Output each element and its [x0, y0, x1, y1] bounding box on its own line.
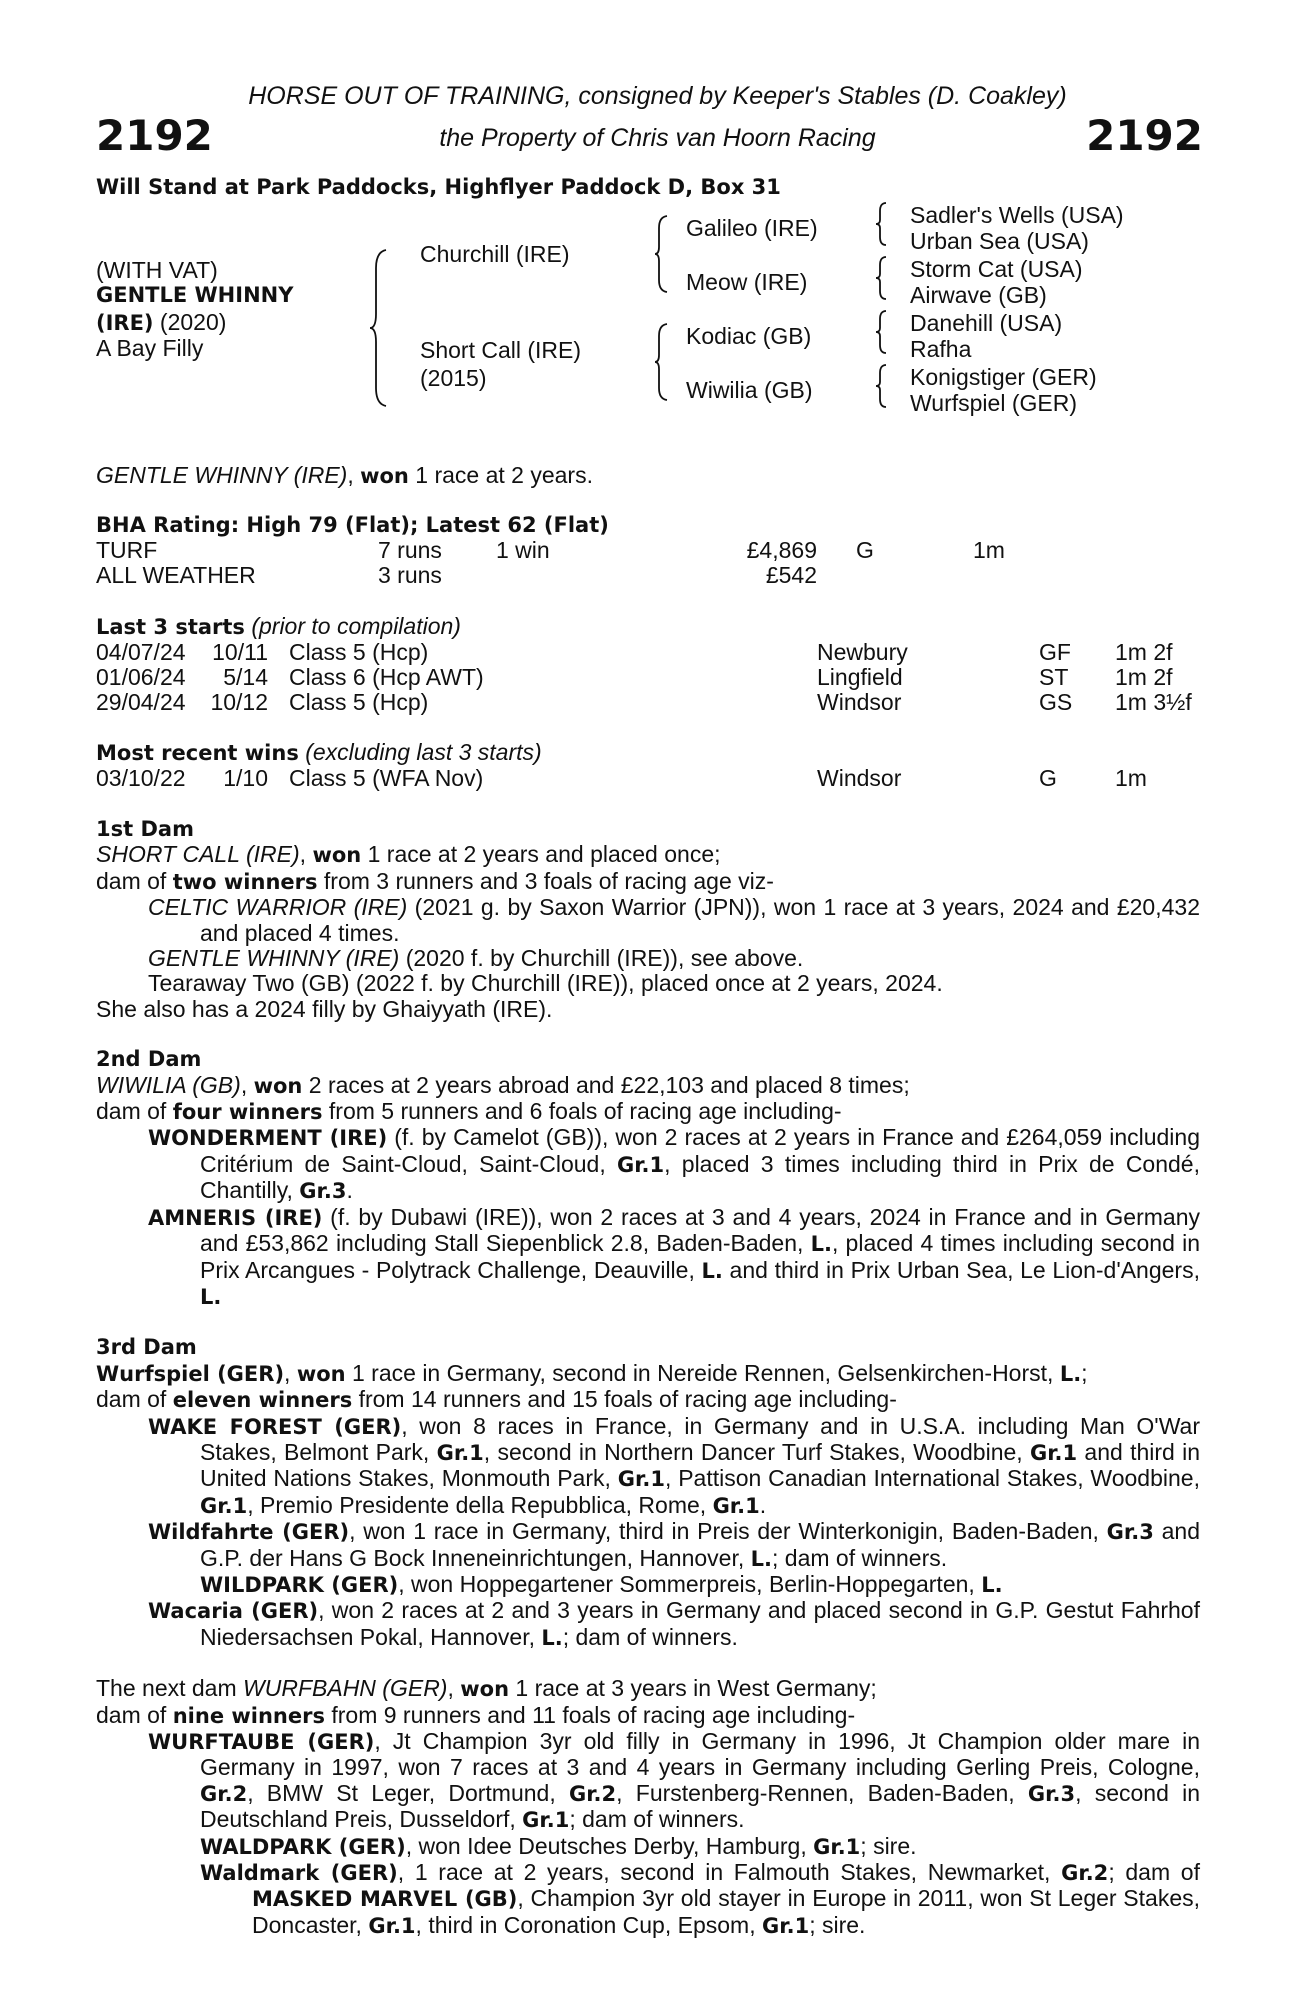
first-dam-title: 1st Dam	[96, 817, 194, 841]
first-dam-note: She also has a 2024 filly by Ghaiyyath (IRE).	[96, 995, 553, 1022]
first-dam-produce-summary: dam of two winners from 3 runners and 3 foals of racing age viz-	[96, 867, 774, 894]
start-going: GS	[1039, 689, 1073, 715]
brace-dam	[655, 322, 671, 402]
ancestor-g3-8: Wurfspiel (GER)	[910, 390, 1077, 416]
third-dam-foal: Wacaria (GER), won 2 races at 2 and 3 years in Germany and placed second in G.P. Gestut Fahrhof Niedersachsen Pokal, Hannover, L.; dam of winners.	[148, 1597, 1200, 1650]
fourth-dam-grandfoal: Waldmark (GER), 1 race at 2 years, second in Falmouth Stakes, Newmarket, Gr.2; dam of MASKED MARVEL (GB), Champion 3yr old stayer in Europe in 2011, won St Leger Stakes, Doncaster, Gr.1, third in Coronation Cup, Epsom, Gr.1; sire.	[200, 1859, 1200, 1938]
owner-line: the Property of Chris van Hoorn Racing	[439, 124, 876, 152]
rating-runs: 7 runs	[378, 537, 442, 563]
rating-distance: 1m	[973, 537, 1005, 563]
start-race: Class 5 (Hcp)	[289, 689, 429, 715]
ancestor-g3-1: Sadler's Wells (USA)	[910, 202, 1124, 228]
sire-name: Churchill (IRE)	[420, 241, 570, 267]
third-dam-record: Wurfspiel (GER), won 1 race in Germany, second in Nereide Rennen, Gelsenkirchen-Horst, L.;	[96, 1359, 1088, 1386]
grandsire-maternal: Kodiac (GB)	[686, 323, 812, 349]
granddam-maternal: Wiwilia (GB)	[686, 377, 813, 403]
first-dam-foal: Tearaway Two (GB) (2022 f. by Churchill (IRE)), placed once at 2 years, 2024.	[148, 970, 943, 997]
brace-g3-4	[876, 363, 890, 409]
lot-number-right: 2192	[1086, 111, 1203, 160]
last-starts-title: Last 3 starts (prior to compilation)	[96, 613, 461, 639]
brace-main	[370, 248, 390, 408]
second-dam-foal: AMNERIS (IRE) (f. by Dubawi (IRE)), won 2 races at 3 and 4 years, 2024 in France and in Germany and £53,862 including Stall Siepenblick 2.8, Baden-Baden, L., placed 4 times including second in Prix Arcangues - Polytrack Challenge, Deauville, L. and third in Prix Urban Sea, Le Lion-d'Angers, L.	[148, 1203, 1200, 1309]
win-race: Class 5 (WFA Nov)	[289, 765, 484, 791]
dam-year: (2015)	[420, 365, 487, 391]
start-course: Lingfield	[817, 664, 903, 690]
ancestor-g3-5: Danehill (USA)	[910, 310, 1063, 336]
horse-description: A Bay Filly	[96, 335, 204, 361]
third-dam-foal: Wildfahrte (GER), won 1 race in Germany, third in Preis der Winterkonigin, Baden-Baden, Gr.3 and G.P. der Hans G Bock Inneneinrichtungen, Hannover, L.; dam of winners.	[148, 1518, 1200, 1571]
grandsire-paternal: Galileo (IRE)	[686, 215, 818, 241]
first-dam-record: SHORT CALL (IRE), won 1 race at 2 years and placed once;	[96, 841, 721, 868]
brace-g3-3	[876, 309, 890, 355]
stand-location: Will Stand at Park Paddocks, Highflyer Paddock D, Box 31	[96, 175, 781, 199]
lot-number-left: 2192	[96, 111, 213, 160]
horse-name-suffix: (IRE) (2020)	[96, 309, 227, 335]
win-distance: 1m	[1115, 765, 1147, 791]
start-distance: 1m 3½f	[1115, 689, 1192, 715]
start-race: Class 5 (Hcp)	[289, 639, 429, 665]
rating-going: G	[856, 537, 874, 563]
ancestor-g3-4: Airwave (GB)	[910, 282, 1047, 308]
granddam-paternal: Meow (IRE)	[686, 269, 808, 295]
vat-label: (WITH VAT)	[96, 257, 218, 283]
win-course: Windsor	[817, 765, 902, 791]
brace-g3-1	[876, 201, 890, 247]
start-distance: 1m 2f	[1115, 639, 1173, 665]
start-date: 04/07/24	[96, 639, 186, 665]
third-dam-produce-summary: dam of eleven winners from 14 runners and 15 foals of racing age including-	[96, 1386, 897, 1413]
ancestor-g3-3: Storm Cat (USA)	[910, 256, 1083, 282]
rating-prize: £4,869	[746, 537, 817, 563]
fourth-dam-record: The next dam WURFBAHN (GER), won 1 race at 3 years in West Germany;	[96, 1675, 877, 1702]
start-date: 29/04/24	[96, 689, 186, 715]
second-dam-title: 2nd Dam	[96, 1047, 202, 1072]
brace-g3-2	[876, 255, 890, 301]
ancestor-g3-6: Rafha	[910, 336, 972, 362]
fourth-dam-foal: WURFTAUBE (GER), Jt Champion 3yr old filly in Germany in 1996, Jt Champion older mare in Germany in 1997, won 7 races at 3 and 4 years in Germany including Gerling Preis, Cologne, Gr.2, BMW St Leger, Dortmund, Gr.2, Furstenberg-Rennen, Baden-Baden, Gr.3, second in Deutschland Preis, Dusseldorf, Gr.1; dam of winners.	[148, 1728, 1201, 1833]
start-distance: 1m 2f	[1115, 664, 1173, 690]
third-dam-grandfoal: WILDPARK (GER), won Hoppegartener Sommerpreis, Berlin-Hoppegarten, L.	[200, 1570, 1003, 1597]
third-dam-title: 3rd Dam	[96, 1335, 197, 1360]
rating-surface: TURF	[96, 537, 158, 563]
fourth-dam-grandfoal: WALDPARK (GER), won Idee Deutsches Derby, Hamburg, Gr.1; sire.	[200, 1832, 917, 1859]
dam-sections	[96, 817, 1200, 1939]
rating-surface: ALL WEATHER	[96, 562, 256, 588]
horse-name: GENTLE WHINNY	[96, 283, 294, 307]
first-dam-foal: CELTIC WARRIOR (IRE) (2021 g. by Saxon Warrior (JPN)), won 1 race at 3 years, 2024 and £20,432 and placed 4 times.	[148, 894, 1200, 946]
dam-name: Short Call (IRE)	[420, 337, 582, 363]
rating-prize: £542	[765, 562, 817, 588]
start-going: GF	[1039, 639, 1071, 665]
start-course: Newbury	[817, 639, 908, 665]
second-dam-produce-summary: dam of four winners from 5 runners and 6 foals of racing age including-	[96, 1098, 842, 1125]
start-position: 10/11	[212, 639, 268, 665]
win-going: G	[1039, 765, 1057, 791]
ancestor-g3-2: Urban Sea (USA)	[910, 228, 1089, 254]
win-date: 03/10/22	[96, 765, 186, 791]
ancestor-g3-7: Konigstiger (GER)	[910, 364, 1097, 390]
rating-runs: 3 runs	[378, 562, 442, 588]
rating-wins: 1 win	[496, 537, 550, 563]
recent-wins-title: Most recent wins (excluding last 3 starts)	[96, 739, 542, 765]
win-position: 1/10	[223, 765, 268, 791]
start-date: 01/06/24	[96, 664, 186, 690]
second-dam-record: WIWILIA (GB), won 2 races at 2 years abroad and £22,103 and placed 8 times;	[96, 1071, 910, 1098]
third-dam-foal: WAKE FOREST (GER), won 8 races in France, in Germany and in U.S.A. including Man O'War Stakes, Belmont Park, Gr.1, second in Northern Dancer Turf Stakes, Woodbine, Gr.1 and third in United Nations Stakes, Monmouth Park, Gr.1, Pattison Canadian International Stakes, Woodbine, Gr.1, Premio Presidente della Repubblica, Rome, Gr.1.	[148, 1412, 1200, 1518]
brace-sire	[655, 214, 671, 294]
bha-rating-title: BHA Rating: High 79 (Flat); Latest 62 (Flat)	[96, 513, 609, 537]
start-position: 10/12	[210, 689, 268, 715]
start-course: Windsor	[817, 689, 902, 715]
start-position: 5/14	[223, 664, 268, 690]
second-dam-foal: WONDERMENT (IRE) (f. by Camelot (GB)), won 2 races at 2 years in France and £264,059 including Critérium de Saint-Cloud, Saint-Cloud, Gr.1, placed 3 times including third in Prix de Condé, Chantilly, Gr.3.	[148, 1124, 1200, 1204]
start-going: ST	[1039, 664, 1069, 690]
fourth-dam-produce-summary: dam of nine winners from 9 runners and 11 foals of racing age including-	[96, 1701, 856, 1728]
consignor-line: HORSE OUT OF TRAINING, consigned by Keeper's Stables (D. Coakley)	[248, 82, 1067, 110]
start-race: Class 6 (Hcp AWT)	[289, 664, 484, 690]
race-summary: GENTLE WHINNY (IRE), won 1 race at 2 years.	[96, 462, 593, 488]
first-dam-foal: GENTLE WHINNY (IRE) (2020 f. by Churchill (IRE)), see above.	[148, 945, 804, 972]
